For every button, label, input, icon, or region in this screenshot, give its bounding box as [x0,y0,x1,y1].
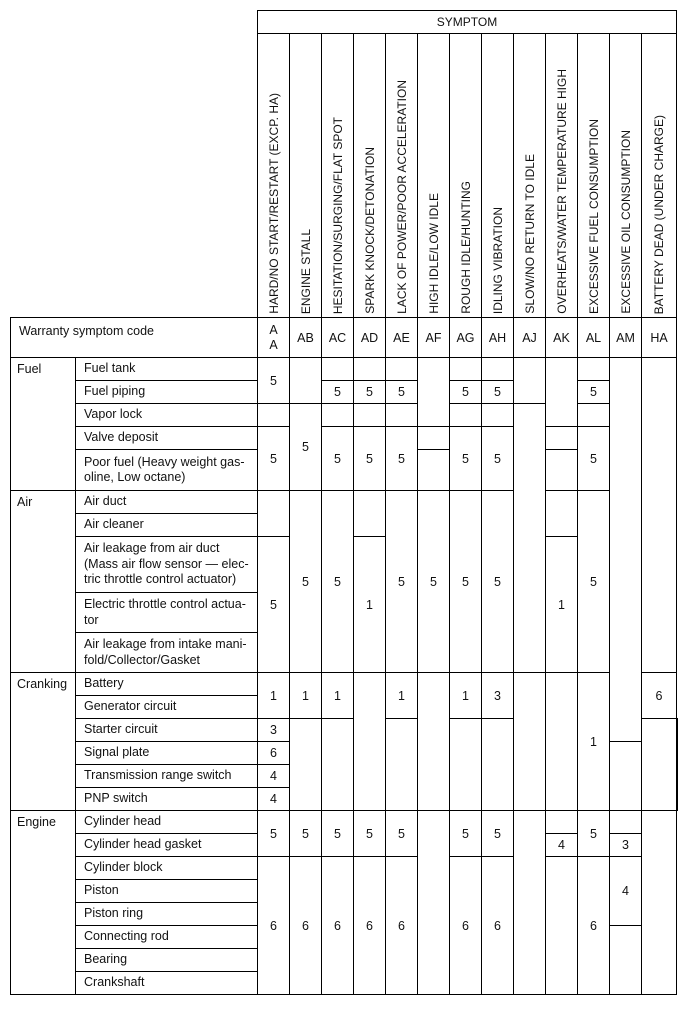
warranty-code: HA [642,318,677,358]
diagnosis-matrix-table [10,10,678,995]
matrix-value: 5 [482,491,514,673]
symptom-header-cell [322,34,354,318]
item-label: Air leakage from air duct (Mass air flow sensor — elec- tric throttle control actuator) [76,537,258,593]
matrix-blank [642,358,677,673]
matrix-value: 5 [322,427,354,491]
matrix-value: 1 [386,673,418,719]
matrix-blank [354,404,386,427]
warranty-code: A A [258,318,290,358]
matrix-value: 5 [258,811,290,857]
matrix-blank [546,427,578,450]
matrix-value: 3 [610,834,642,857]
matrix-value: 6 [450,857,482,995]
matrix-value: 5 [354,381,386,404]
item-label: Piston [76,880,258,903]
item-label: PNP switch [76,788,258,811]
category-air: Air [11,491,76,673]
matrix-blank [578,358,610,381]
matrix-blank [386,404,418,427]
symptom-header-cell [258,34,290,318]
item-label: Starter circuit [76,719,258,742]
symptom-header-cell [386,34,418,318]
matrix-value: 5 [386,811,418,857]
matrix-blank [290,358,322,404]
symptom-header-cell [514,34,546,318]
matrix-value: 5 [482,427,514,491]
symptom-header-cell [418,34,450,318]
matrix-value: 5 [578,811,610,857]
matrix-value: 1 [322,673,354,719]
matrix-value: 5 [386,491,418,673]
matrix-value: 6 [578,857,610,995]
matrix-value: 5 [578,381,610,404]
matrix-blank [642,719,677,811]
item-label: Cylinder head gasket [76,834,258,857]
matrix-blank [322,719,354,811]
matrix-value: 5 [290,404,322,491]
symptom-label: HARD/NO START/RESTART (EXCP. HA) [266,93,281,314]
category-fuel: Fuel [11,358,76,491]
matrix-blank [514,404,546,673]
matrix-blank [354,491,386,537]
category-engine: Engine [11,811,76,995]
matrix-blank [354,358,386,381]
matrix-blank [418,358,450,427]
matrix-value: 6 [482,857,514,995]
matrix-value: 6 [386,857,418,995]
symptom-label: BATTERY DEAD (UNDER CHARGE) [652,114,666,314]
matrix-blank [418,811,450,995]
symptom-header-cell [482,34,514,318]
matrix-value: 6 [258,742,290,765]
matrix-value: 6 [258,857,290,995]
item-label: Cylinder head [76,811,258,834]
matrix-value: 5 [290,811,322,857]
warranty-code: AB [290,318,322,358]
symptom-label: HESITATION/SURGING/FLAT SPOT [330,116,345,314]
matrix-value: 4 [546,834,578,857]
item-label: Connecting rod [76,926,258,949]
symptom-label: LACK OF POWER/POOR ACCELERATION [394,80,409,314]
warranty-code: AH [482,318,514,358]
matrix-value: 5 [450,381,482,404]
item-label: Bearing [76,949,258,972]
matrix-blank [546,857,578,995]
matrix-value: 3 [482,673,514,719]
matrix-blank [578,404,610,427]
item-label: Fuel piping [76,381,258,404]
item-label: Transmission range switch [76,765,258,788]
symptom-label: IDLING VIBRATION [490,206,505,314]
item-label: Battery [76,673,258,696]
matrix-value: 5 [354,427,386,491]
matrix-value: 5 [322,381,354,404]
matrix-value: 5 [322,491,354,673]
item-label: Crankshaft [76,972,258,995]
symptom-header-cell [578,34,610,318]
matrix-blank [290,719,322,811]
matrix-value: 6 [354,857,386,995]
matrix-value: 5 [290,491,322,673]
category-cranking: Cranking [11,673,76,811]
corner-blank [11,11,258,318]
matrix-value: 5 [258,358,290,404]
warranty-label: Warranty symptom code [11,318,258,358]
warranty-code: AG [450,318,482,358]
item-label: Generator circuit [76,696,258,719]
matrix-value: 5 [482,811,514,857]
matrix-blank [386,358,418,381]
matrix-value: 3 [258,719,290,742]
matrix-value: 5 [258,427,290,491]
matrix-blank [418,673,450,811]
symptom-header-cell [546,34,578,318]
matrix-value: 5 [450,427,482,491]
matrix-blank [482,358,514,381]
matrix-value: 5 [386,381,418,404]
matrix-blank [258,404,290,427]
matrix-value: 6 [642,673,677,719]
symptom-header-cell [610,34,642,318]
matrix-value: 1 [258,673,290,719]
matrix-value: 5 [578,427,610,491]
matrix-blank [258,491,290,537]
matrix-blank [514,673,546,811]
matrix-value: 1 [354,537,386,673]
matrix-value: 6 [322,857,354,995]
matrix-blank [546,358,578,427]
matrix-blank [418,427,450,450]
item-label: Air duct [76,491,258,514]
matrix-blank [322,404,354,427]
matrix-blank [322,358,354,381]
warranty-code: AE [386,318,418,358]
matrix-value: 1 [546,537,578,673]
symptom-label: SLOW/NO RETURN TO IDLE [522,154,537,314]
matrix-value: 5 [578,491,610,673]
symptom-header: SYMPTOM [258,11,677,34]
symptom-label: ROUGH IDLE/HUNTING [458,181,473,314]
matrix-value: 5 [386,427,418,491]
warranty-code: AC [322,318,354,358]
matrix-blank [546,491,578,537]
symptom-label: ENGINE STALL [298,228,313,314]
matrix-value: 1 [290,673,322,719]
item-label: Air cleaner [76,514,258,537]
symptom-label: OVERHEATS/WATER TEMPERATURE HIGH [554,69,569,314]
matrix-value: 5 [322,811,354,857]
item-label: Fuel tank [76,358,258,381]
item-label: Air leakage from intake mani- fold/Collector/Gasket [76,633,258,673]
matrix-blank [610,358,642,742]
item-label: Signal plate [76,742,258,765]
symptom-label: EXCESSIVE FUEL CONSUMPTION [586,119,601,314]
matrix-blank [418,450,450,491]
symptom-header-cell [290,34,322,318]
matrix-value: 4 [258,788,290,811]
matrix-value: 5 [482,381,514,404]
matrix-value: 1 [450,673,482,719]
matrix-blank [450,358,482,381]
item-label: Vapor lock [76,404,258,427]
matrix-blank [514,358,546,404]
symptom-header-cell [642,34,677,318]
matrix-blank [546,450,578,491]
matrix-blank [546,673,578,811]
symptom-label: EXCESSIVE OIL CONSUMPTION [618,130,633,314]
matrix-blank [514,811,546,995]
matrix-value: 5 [258,537,290,673]
matrix-blank [482,719,514,811]
matrix-value: 1 [578,673,610,811]
matrix-value: 6 [290,857,322,995]
symptom-label: HIGH IDLE/LOW IDLE [426,193,441,314]
item-label: Piston ring [76,903,258,926]
symptom-header-cell [354,34,386,318]
warranty-code: AM [610,318,642,358]
symptom-label: SPARK KNOCK/DETONATION [362,147,377,314]
matrix-blank [546,811,578,834]
matrix-blank [642,811,677,995]
item-label: Valve deposit [76,427,258,450]
matrix-blank [677,719,678,811]
warranty-code: AJ [514,318,546,358]
warranty-code: AD [354,318,386,358]
warranty-code: AF [418,318,450,358]
item-label: Poor fuel (Heavy weight gas- oline, Low octane) [76,450,258,491]
warranty-code: AK [546,318,578,358]
matrix-value: 5 [450,811,482,857]
matrix-value: 5 [354,811,386,857]
matrix-value: 5 [418,491,450,673]
matrix-blank [610,811,642,834]
matrix-blank [610,926,642,995]
matrix-blank [354,673,386,811]
symptom-header-cell [450,34,482,318]
item-label: Electric throttle control actua- tor [76,593,258,633]
matrix-value: 4 [258,765,290,788]
warranty-code: AL [578,318,610,358]
matrix-value: 4 [610,857,642,926]
item-label: Cylinder block [76,857,258,880]
matrix-blank [450,404,482,427]
matrix-value: 5 [450,491,482,673]
matrix-blank [386,719,418,811]
matrix-blank [450,719,482,811]
matrix-blank [482,404,514,427]
